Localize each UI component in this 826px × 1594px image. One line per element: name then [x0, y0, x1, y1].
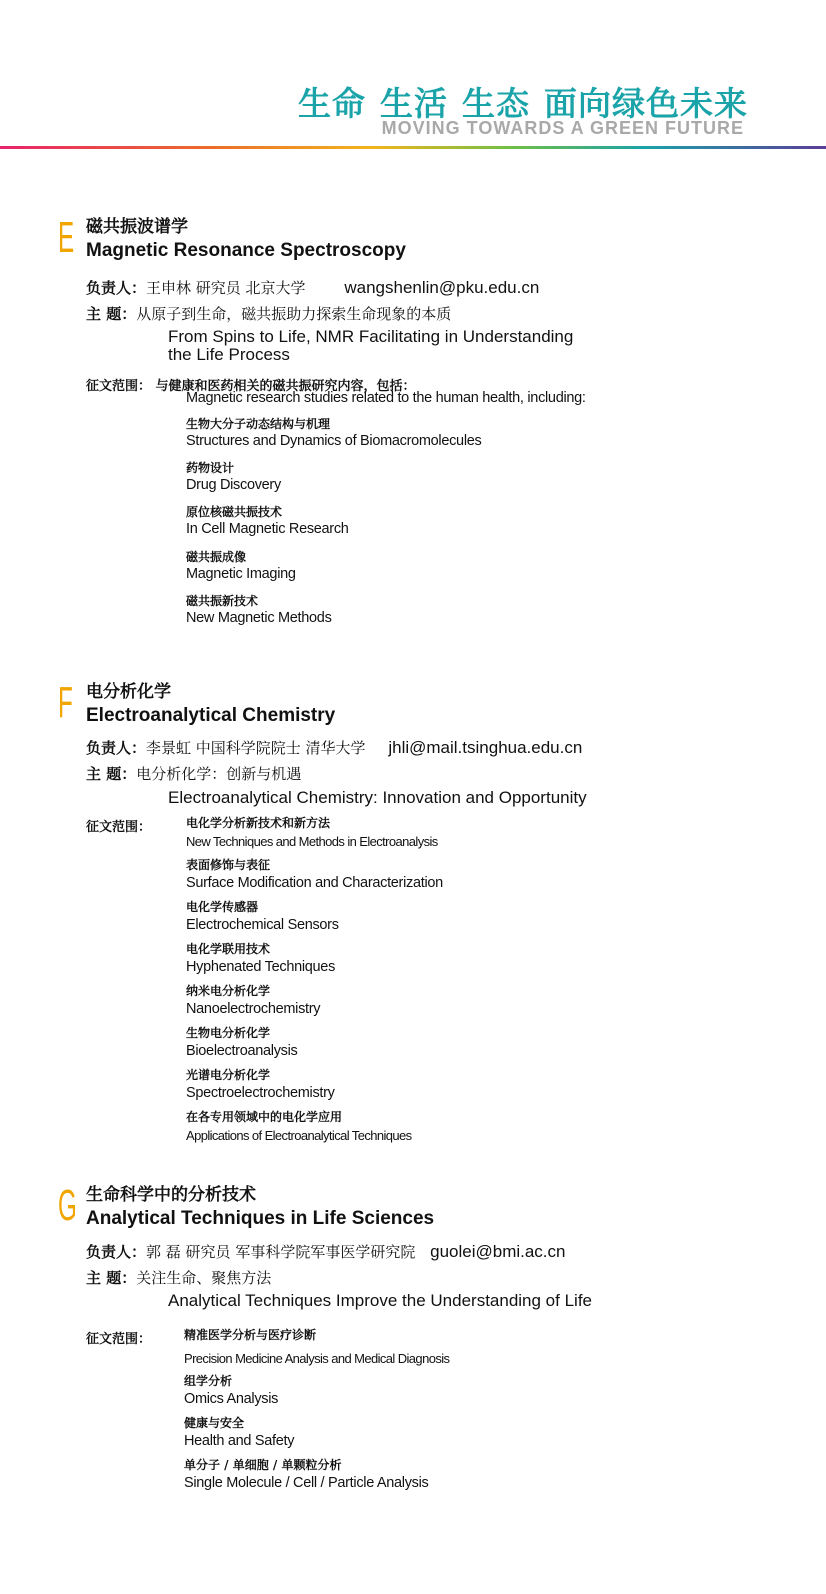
topic-en: Surface Modification and Characterization [186, 875, 443, 891]
page-header [0, 0, 826, 155]
leader-email[interactable]: jhli@mail.tsinghua.edu.cn [388, 738, 583, 757]
section-letter: E [58, 213, 75, 262]
topic-en: Bioelectroanalysis [186, 1043, 298, 1059]
section-title-en: Electroanalytical Chemistry [86, 705, 336, 726]
topics-label: 征文范围： [86, 820, 152, 835]
topic-cn: 磁共振成像 [186, 550, 247, 564]
theme-cn: 关注生命、聚焦方法 [136, 1269, 272, 1287]
topic-cn: 健康与安全 [184, 1416, 245, 1430]
topic-cn: 单分子 / 单细胞 / 单颗粒分析 [184, 1458, 342, 1472]
topic-cn: 电化学联用技术 [186, 942, 271, 956]
topic-cn: 组学分析 [184, 1374, 233, 1388]
topics-label: 征文范围： [86, 1332, 152, 1347]
leader-name: 郭 磊 研究员 军事科学院军事医学研究院 [146, 1243, 416, 1261]
topic-cn: 电化学分析新技术和新方法 [186, 816, 331, 830]
rainbow-divider [0, 146, 826, 149]
section-title-en: Magnetic Resonance Spectroscopy [86, 240, 406, 261]
topic-en: Health and Safety [184, 1433, 295, 1449]
topic-en: Applications of Electroanalytical Techniques [186, 1128, 412, 1143]
topic-cn: 磁共振新技术 [186, 594, 259, 608]
topic-cn: 生物电分析化学 [186, 1026, 271, 1040]
theme-cn: 电分析化学：创新与机遇 [136, 765, 302, 783]
leader-row [86, 278, 539, 298]
theme-row [86, 1269, 271, 1288]
theme-row [86, 765, 301, 784]
topic-en: New Techniques and Methods in Electroanalysis [186, 834, 438, 849]
topic-en: Magnetic Imaging [186, 566, 296, 582]
topic-en: Structures and Dynamics of Biomacromolecules [186, 433, 482, 449]
slogan-part: 面向绿色未来 [544, 84, 748, 123]
theme-label: 主 题： [86, 765, 137, 783]
theme-row [86, 305, 451, 324]
slogan-part: 生活 [380, 84, 448, 123]
slogan-part: 生命 [298, 84, 366, 123]
theme-en-line: the Life Process [168, 345, 290, 364]
theme-cn: 从原子到生命，磁共振助力探索生命现象的本质 [136, 305, 452, 323]
section-title-cn: 生命科学中的分析技术 [86, 1185, 256, 1205]
leader-name: 李景虹 中国科学院院士 清华大学 [146, 739, 366, 757]
theme-en-line: From Spins to Life, NMR Facilitating in Understanding [168, 327, 574, 346]
topic-cn: 纳米电分析化学 [186, 984, 271, 998]
topic-en: Spectroelectrochemistry [186, 1085, 335, 1101]
section-letter: G [58, 1181, 77, 1230]
slogan-part: 生态 [462, 84, 530, 123]
topic-en: Drug Discovery [186, 477, 281, 493]
topic-en: Omics Analysis [184, 1391, 279, 1407]
topic-cn: 表面修饰与表征 [186, 858, 271, 872]
topic-cn: 精准医学分析与医疗诊断 [184, 1328, 317, 1342]
leader-name: 王申林 研究员 北京大学 [146, 279, 306, 297]
topic-cn: 电化学传感器 [186, 900, 259, 914]
topic-en: Electrochemical Sensors [186, 917, 339, 933]
theme-label: 主 题： [86, 1269, 137, 1287]
section-letter: F [58, 678, 73, 727]
topic-en: Nanoelectrochemistry [186, 1001, 321, 1017]
topics-intro-en: Magnetic research studies related to the human health, including: [186, 390, 586, 406]
topic-en: In Cell Magnetic Research [186, 521, 349, 537]
theme-en-line: Analytical Techniques Improve the Understanding of Life [168, 1291, 592, 1310]
leader-row [86, 738, 582, 758]
topic-en: Single Molecule / Cell / Particle Analysis [184, 1475, 429, 1491]
leader-email[interactable]: wangshenlin@pku.edu.cn [344, 278, 540, 297]
leader-label: 负责人： [86, 1243, 147, 1261]
topics-label-text: 征文范围： [86, 379, 152, 394]
topic-cn: 在各专用领域中的电化学应用 [186, 1110, 343, 1124]
topic-cn: 药物设计 [186, 461, 235, 475]
topic-cn: 光谱电分析化学 [186, 1068, 271, 1082]
section-title-cn: 磁共振波谱学 [86, 217, 188, 237]
theme-en-line: Electroanalytical Chemistry: Innovation and Opportunity [168, 788, 587, 807]
section-title-cn: 电分析化学 [86, 682, 171, 702]
topic-en: New Magnetic Methods [186, 610, 332, 626]
leader-row [86, 1242, 566, 1262]
leader-label: 负责人： [86, 739, 147, 757]
leader-label: 负责人： [86, 279, 147, 297]
leader-email[interactable]: guolei@bmi.ac.cn [430, 1242, 566, 1261]
slogan-english: MOVING TOWARDS A GREEN FUTURE [381, 118, 744, 138]
topic-cn: 生物大分子动态结构与机理 [186, 417, 331, 431]
topic-cn: 原位核磁共振技术 [186, 505, 283, 519]
theme-label: 主 题： [86, 305, 137, 323]
section-title-en: Analytical Techniques in Life Sciences [86, 1208, 435, 1229]
topic-en: Precision Medicine Analysis and Medical Diagnosis [184, 1351, 450, 1366]
topics-intro-cn: 与健康和医药相关的磁共振研究内容，包括： [155, 379, 416, 394]
topic-en: Hyphenated Techniques [186, 959, 336, 975]
